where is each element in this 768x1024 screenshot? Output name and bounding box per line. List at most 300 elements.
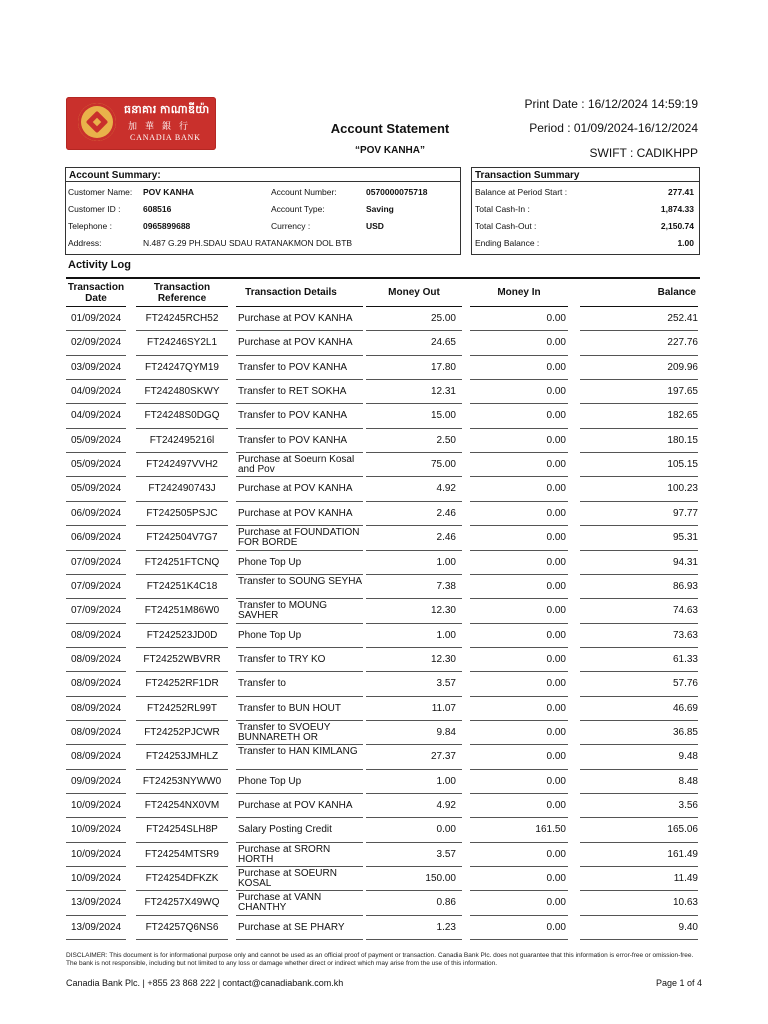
row-rule — [136, 476, 228, 477]
cell-money-out: 15.00 — [430, 410, 456, 422]
cell-date: 04/09/2024 — [70, 410, 122, 422]
row-rule — [366, 428, 462, 429]
cell-money-out: 11.07 — [431, 702, 456, 714]
transaction-summary-box — [471, 167, 700, 255]
cell-money-in: 0.00 — [546, 702, 566, 714]
cell-details: Transfer to POV KANHA — [238, 361, 348, 373]
cell-money-in: 0.00 — [546, 556, 566, 568]
ending-balance-label: Ending Balance : — [475, 238, 540, 248]
row-rule — [580, 744, 698, 745]
row-rule — [470, 842, 568, 843]
address-label: Address: — [68, 238, 102, 248]
row-rule — [366, 525, 462, 526]
row-rule — [366, 550, 462, 551]
row-rule — [580, 939, 698, 940]
cell-date: 08/09/2024 — [70, 653, 122, 665]
header-rule — [236, 306, 363, 307]
cell-reference: FT24247QYM19 — [145, 361, 219, 373]
row-rule — [366, 744, 462, 745]
cell-money-in: 0.00 — [546, 337, 566, 349]
cell-balance: 86.93 — [672, 580, 698, 592]
divider — [66, 181, 460, 182]
cell-details: Purchase at SRORN HORTH — [238, 844, 331, 865]
row-rule — [580, 890, 698, 891]
cell-reference: FT242504V7G7 — [146, 532, 218, 544]
brand-chinese: 加華銀行 — [128, 121, 197, 131]
cell-money-in: 0.00 — [546, 921, 566, 933]
row-rule — [470, 330, 568, 331]
row-rule — [580, 330, 698, 331]
cell-date: 08/09/2024 — [70, 751, 122, 763]
row-rule — [236, 671, 363, 672]
header-rule — [366, 306, 462, 307]
col-header-balance: Balance — [657, 287, 696, 298]
cell-money-in: 0.00 — [546, 483, 566, 495]
row-rule — [136, 428, 228, 429]
row-rule — [580, 476, 698, 477]
cell-details: Transfer to TRY KO — [238, 653, 326, 665]
row-rule — [66, 574, 126, 575]
row-rule — [580, 915, 698, 916]
cell-money-in: 0.00 — [546, 678, 566, 690]
cell-reference: FT242490743J — [148, 483, 216, 495]
cell-money-in: 0.00 — [546, 629, 566, 641]
cell-details: Purchase at Soeurn Kosal and Pov — [238, 455, 355, 476]
row-rule — [470, 501, 568, 502]
row-rule — [136, 403, 228, 404]
cell-money-out: 1.00 — [436, 629, 456, 641]
row-rule — [136, 793, 228, 794]
row-rule — [236, 866, 363, 867]
row-rule — [136, 598, 228, 599]
cell-balance: 94.31 — [672, 556, 698, 568]
row-rule — [580, 598, 698, 599]
row-rule — [136, 623, 228, 624]
bank-contact: Canadia Bank Plc. | +855 23 868 222 | contact@canadiabank.com.kh — [66, 978, 344, 988]
telephone-value: 0965899688 — [143, 221, 191, 231]
cell-date: 10/09/2024 — [70, 800, 122, 811]
row-rule — [366, 598, 462, 599]
cell-money-out: 75.00 — [430, 459, 456, 471]
disclaimer: DISCLAIMER: This document is for informational purpose only and cannot be used as an official proof of payment or transaction. Canadia Bank Plc. does not guarantee that this information is error-free or omission-free. The bank is not responsible, including but not limited to any loss or damage whether direct or indirect which may arise from the use of this information. — [66, 952, 694, 967]
col-header-reference: Transaction Reference — [153, 282, 211, 304]
row-rule — [366, 817, 462, 818]
row-rule — [66, 769, 126, 770]
cell-money-out: 24.65 — [430, 337, 456, 349]
cell-details: Transfer to MOUNG SAVHER — [238, 601, 328, 622]
cell-money-in: 0.00 — [546, 410, 566, 422]
cell-date: 10/09/2024 — [70, 848, 122, 860]
row-rule — [236, 939, 363, 940]
cell-balance: 11.49 — [673, 873, 698, 885]
cell-balance: 95.31 — [672, 532, 698, 544]
row-rule — [470, 793, 568, 794]
cell-details: Salary Posting Credit — [238, 824, 332, 836]
cell-reference: FT24254NX0VM — [144, 800, 220, 811]
cell-details: Transfer to — [238, 678, 286, 690]
cell-balance: 9.40 — [678, 921, 698, 933]
customer-id-label: Customer ID : — [68, 204, 121, 214]
row-rule — [236, 550, 363, 551]
col-header-money-in: Money In — [497, 287, 541, 298]
row-rule — [580, 452, 698, 453]
row-rule — [366, 379, 462, 380]
row-rule — [66, 647, 126, 648]
row-rule — [366, 720, 462, 721]
row-rule — [66, 842, 126, 843]
row-rule — [236, 647, 363, 648]
currency-value: USD — [366, 221, 384, 231]
cell-money-in: 0.00 — [546, 751, 566, 763]
header-rule — [470, 306, 568, 307]
row-rule — [236, 890, 363, 891]
row-rule — [236, 476, 363, 477]
cell-reference: FT24257Q6NS6 — [145, 921, 219, 933]
row-rule — [580, 842, 698, 843]
cell-money-out: 1.23 — [436, 921, 456, 933]
cell-reference: FT24254MTSR9 — [145, 848, 219, 860]
account-summary-box — [65, 167, 461, 255]
cell-reference: FT242495216l — [149, 434, 215, 446]
row-rule — [470, 769, 568, 770]
cell-money-out: 3.57 — [436, 848, 456, 860]
cell-reference: FT242523JD0D — [146, 629, 218, 641]
cell-money-out: 9.84 — [436, 726, 456, 738]
cell-reference: FT24254DFKZK — [145, 873, 219, 885]
cell-reference: FT24251M86W0 — [144, 605, 220, 617]
row-rule — [470, 355, 568, 356]
row-rule — [236, 793, 363, 794]
row-rule — [66, 476, 126, 477]
row-rule — [366, 355, 462, 356]
row-rule — [66, 793, 126, 794]
cell-date: 05/09/2024 — [70, 459, 122, 471]
ending-balance-value: 1.00 — [677, 238, 694, 248]
cell-money-in: 0.00 — [546, 361, 566, 373]
cash-in-value: 1,874.33 — [660, 204, 694, 214]
statement-period: Period : 01/09/2024-16/12/2024 — [529, 121, 698, 135]
cell-details: Transfer to SOUNG SEYHA — [238, 576, 363, 587]
row-rule — [66, 330, 126, 331]
cell-date: 09/09/2024 — [70, 775, 122, 787]
address-value: N.487 G.29 PH.SDAU SDAU RATANAKMON DOL BTB — [143, 238, 353, 248]
cell-reference: FT242480SKWY — [144, 386, 220, 398]
row-rule — [470, 379, 568, 380]
cell-balance: 105.15 — [667, 459, 698, 471]
row-rule — [136, 452, 228, 453]
row-rule — [580, 671, 698, 672]
row-rule — [366, 403, 462, 404]
cell-balance: 61.33 — [672, 653, 698, 665]
cell-balance: 197.65 — [667, 386, 698, 398]
cell-date: 10/09/2024 — [70, 824, 122, 836]
cell-balance: 252.41 — [667, 313, 698, 324]
row-rule — [580, 525, 698, 526]
balance-start-value: 277.41 — [668, 187, 694, 197]
row-rule — [366, 939, 462, 940]
cell-money-in: 0.00 — [546, 532, 566, 544]
cell-date: 07/09/2024 — [70, 556, 122, 568]
row-rule — [470, 476, 568, 477]
account-type-label: Account Type: — [271, 204, 325, 214]
cell-money-out: 2.46 — [436, 507, 456, 519]
cell-details: Phone Top Up — [238, 556, 302, 568]
cell-money-in: 0.00 — [546, 605, 566, 617]
row-rule — [66, 720, 126, 721]
row-rule — [136, 939, 228, 940]
row-rule — [470, 623, 568, 624]
row-rule — [236, 452, 363, 453]
cell-reference: FT24252PJCWR — [144, 726, 220, 738]
cell-money-in: 0.00 — [546, 386, 566, 398]
cell-details: Purchase at POV KANHA — [238, 483, 353, 495]
row-rule — [136, 817, 228, 818]
cell-money-out: 17.80 — [430, 361, 456, 373]
col-header-date: Transaction Date — [67, 282, 125, 304]
cell-date: 04/09/2024 — [70, 386, 122, 398]
row-rule — [236, 842, 363, 843]
row-rule — [580, 550, 698, 551]
cell-details: Transfer to HAN KIMLANG — [238, 747, 358, 758]
cell-reference: FT24252WBVRR — [143, 653, 221, 665]
cell-money-in: 0.00 — [546, 653, 566, 665]
cell-money-out: 150.00 — [425, 873, 456, 885]
cell-details: Purchase at FOUNDATION FOR BORDE — [238, 528, 360, 549]
cell-reference: FT242505PSJC — [146, 507, 218, 519]
row-rule — [366, 476, 462, 477]
row-rule — [136, 355, 228, 356]
cell-date: 03/09/2024 — [70, 361, 122, 373]
cell-reference: FT24253JMHLZ — [145, 751, 219, 763]
telephone-label: Telephone : — [68, 221, 112, 231]
cell-details: Transfer to SVOEUY BUNNARETH OR — [238, 722, 331, 743]
cell-details: Phone Top Up — [238, 775, 302, 787]
cell-money-out: 12.31 — [430, 386, 456, 398]
row-rule — [236, 574, 363, 575]
row-rule — [580, 379, 698, 380]
cell-reference: FT24257X49WQ — [144, 897, 220, 909]
account-summary-heading: Account Summary: — [69, 170, 161, 181]
cell-money-in: 161.50 — [535, 824, 566, 836]
account-holder-name: “POV KANHA” — [354, 145, 425, 156]
row-rule — [580, 647, 698, 648]
row-rule — [136, 550, 228, 551]
cell-details: Purchase at VANN CHANTHY — [238, 893, 322, 914]
cell-details: Transfer to POV KANHA — [238, 410, 348, 422]
cell-balance: 180.15 — [667, 434, 698, 446]
cell-date: 05/09/2024 — [70, 483, 122, 495]
row-rule — [66, 403, 126, 404]
header-rule — [66, 306, 126, 307]
bank-emblem-icon — [78, 103, 116, 141]
cell-balance: 74.63 — [672, 605, 698, 617]
row-rule — [66, 696, 126, 697]
row-rule — [136, 915, 228, 916]
canadia-bank-logo — [66, 97, 216, 150]
cell-balance: 36.85 — [672, 726, 698, 738]
row-rule — [580, 403, 698, 404]
cell-reference: FT242497VVH2 — [146, 459, 218, 471]
account-number-label: Account Number: — [271, 187, 337, 197]
account-type-value: Saving — [366, 204, 394, 214]
row-rule — [236, 525, 363, 526]
row-rule — [366, 842, 462, 843]
row-rule — [66, 744, 126, 745]
row-rule — [136, 890, 228, 891]
cell-reference: FT24254SLH8P — [146, 824, 218, 836]
cell-details: Purchase at POV KANHA — [238, 800, 353, 811]
row-rule — [136, 574, 228, 575]
header-rule — [580, 306, 698, 307]
cell-details: Phone Top Up — [238, 629, 302, 641]
row-rule — [136, 720, 228, 721]
cell-money-out: 27.37 — [430, 751, 456, 763]
page-title: Account Statement — [330, 121, 450, 136]
cell-date: 13/09/2024 — [70, 897, 122, 909]
cell-balance: 97.77 — [672, 507, 698, 519]
row-rule — [580, 696, 698, 697]
customer-id-value: 608516 — [143, 204, 172, 214]
row-rule — [236, 720, 363, 721]
transaction-summary-heading: Transaction Summary — [475, 170, 580, 181]
cell-money-out: 3.57 — [436, 678, 456, 690]
cell-balance: 8.48 — [678, 775, 698, 787]
cash-out-value: 2,150.74 — [660, 221, 694, 231]
cell-details: Purchase at POV KANHA — [238, 313, 353, 324]
cell-money-in: 0.00 — [546, 459, 566, 471]
row-rule — [136, 769, 228, 770]
cell-money-out: 4.92 — [436, 483, 456, 495]
cell-money-in: 0.00 — [546, 580, 566, 592]
print-date: Print Date : 16/12/2024 14:59:19 — [524, 97, 698, 111]
row-rule — [470, 671, 568, 672]
row-rule — [136, 379, 228, 380]
cell-money-out: 2.46 — [436, 532, 456, 544]
row-rule — [66, 866, 126, 867]
row-rule — [470, 598, 568, 599]
row-rule — [470, 720, 568, 721]
cell-balance: 10.63 — [672, 897, 698, 909]
cell-balance: 9.48 — [678, 751, 698, 763]
col-header-money-out: Money Out — [388, 287, 440, 298]
cell-details: Purchase at SE PHARY — [238, 921, 345, 933]
row-rule — [236, 817, 363, 818]
row-rule — [470, 574, 568, 575]
cell-date: 07/09/2024 — [70, 605, 122, 617]
row-rule — [236, 598, 363, 599]
cell-money-in: 0.00 — [546, 775, 566, 787]
cell-money-out: 0.00 — [436, 824, 456, 836]
row-rule — [136, 330, 228, 331]
cell-money-out: 0.86 — [436, 897, 456, 909]
row-rule — [470, 696, 568, 697]
row-rule — [236, 403, 363, 404]
row-rule — [136, 696, 228, 697]
brand-khmer: ធនាគារ កាណាឌីយ៉ា — [124, 104, 210, 116]
row-rule — [366, 793, 462, 794]
balance-start-label: Balance at Period Start : — [475, 187, 568, 197]
cell-balance: 57.76 — [672, 678, 698, 690]
account-number-value: 0570000075718 — [366, 187, 428, 197]
row-rule — [580, 817, 698, 818]
row-rule — [366, 452, 462, 453]
row-rule — [470, 890, 568, 891]
cell-date: 08/09/2024 — [70, 629, 122, 641]
customer-name-value: POV KANHA — [143, 187, 195, 197]
cell-date: 06/09/2024 — [70, 507, 122, 519]
row-rule — [236, 330, 363, 331]
row-rule — [470, 428, 568, 429]
cell-details: Transfer to POV KANHA — [238, 434, 348, 446]
row-rule — [236, 744, 363, 745]
cell-balance: 100.23 — [667, 483, 698, 495]
cell-date: 08/09/2024 — [70, 678, 122, 690]
cell-balance: 46.69 — [672, 702, 698, 714]
cell-money-in: 0.00 — [546, 848, 566, 860]
cell-money-out: 12.30 — [430, 653, 456, 665]
cell-date: 08/09/2024 — [70, 726, 122, 738]
header-rule — [136, 306, 228, 307]
cell-money-in: 0.00 — [546, 726, 566, 738]
divider — [472, 181, 699, 182]
cell-money-in: 0.00 — [546, 873, 566, 885]
cell-money-in: 0.00 — [546, 897, 566, 909]
row-rule — [580, 769, 698, 770]
row-rule — [136, 501, 228, 502]
cell-balance: 161.49 — [667, 848, 698, 860]
row-rule — [580, 623, 698, 624]
row-rule — [366, 915, 462, 916]
cell-date: 01/09/2024 — [70, 313, 122, 324]
cell-details: Transfer to BUN HOUT — [238, 702, 341, 714]
row-rule — [136, 671, 228, 672]
row-rule — [366, 890, 462, 891]
cell-money-out: 4.92 — [436, 800, 456, 811]
row-rule — [470, 817, 568, 818]
table-top-rule — [66, 277, 700, 279]
row-rule — [470, 939, 568, 940]
row-rule — [366, 769, 462, 770]
row-rule — [236, 769, 363, 770]
row-rule — [66, 428, 126, 429]
row-rule — [66, 671, 126, 672]
row-rule — [580, 720, 698, 721]
cell-date: 06/09/2024 — [70, 532, 122, 544]
customer-name-label: Customer Name: — [68, 187, 133, 197]
cell-date: 02/09/2024 — [70, 337, 122, 349]
swift-code: SWIFT : CADIKHPP — [589, 146, 698, 160]
row-rule — [66, 817, 126, 818]
cell-money-in: 0.00 — [546, 434, 566, 446]
row-rule — [580, 501, 698, 502]
col-header-details: Transaction Details — [245, 287, 337, 298]
row-rule — [66, 501, 126, 502]
cash-out-label: Total Cash-Out : — [475, 221, 537, 231]
cell-money-out: 12.30 — [430, 605, 456, 617]
cell-date: 10/09/2024 — [70, 873, 122, 885]
row-rule — [136, 647, 228, 648]
cell-date: 13/09/2024 — [70, 921, 122, 933]
row-rule — [366, 866, 462, 867]
row-rule — [470, 647, 568, 648]
cell-details: Purchase at POV KANHA — [238, 507, 353, 519]
row-rule — [366, 696, 462, 697]
cell-money-in: 0.00 — [546, 313, 566, 324]
row-rule — [470, 525, 568, 526]
cash-in-label: Total Cash-In : — [475, 204, 530, 214]
cell-details: Purchase at POV KANHA — [238, 337, 353, 349]
cell-reference: FT24246SY2L1 — [146, 337, 218, 349]
